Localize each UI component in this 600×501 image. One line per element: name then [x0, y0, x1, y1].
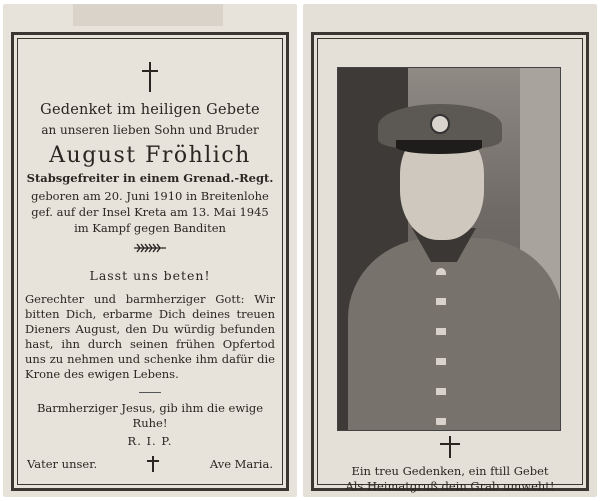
footer-prayers [25, 456, 275, 472]
cause-line: im Kampf gegen Banditen [74, 221, 226, 235]
cross-icon [439, 436, 461, 458]
footer-vater-unser: Vater unser. [27, 457, 98, 471]
prayer-title: Lasst uns beten! [89, 268, 211, 283]
prayer-text: Gerechter und barmherziger Gott: Wir bitten Dich, erbarme Dich deines treuen Dieners August, den Du würdig befunden hast, ihn durch seinen frühen Opfertod uns zu nehmen und schenke ihm dafür die Krone des ewigen Lebens. [25, 292, 275, 381]
memorial-subheading: an unseren lieben Sohn und Bruder [41, 123, 259, 137]
verse-line-1: Ein treu Gedenken, ein ftill Gebet [351, 464, 549, 478]
memorial-card-photo [303, 4, 597, 497]
verse-line-2: Als Heimatgruß dein Grab umweht! [345, 479, 555, 493]
memorial-card-text [3, 4, 297, 497]
memorial-verse [323, 464, 577, 494]
death-line: gef. auf der Insel Kreta am 13. Mai 1945 [31, 205, 269, 219]
deceased-name: August Fröhlich [49, 143, 251, 168]
laurel-branch-icon [132, 242, 168, 254]
divider [139, 392, 161, 393]
tape-strip [73, 4, 223, 26]
soldier-portrait-photo [337, 67, 561, 431]
cross-icon [147, 456, 159, 472]
card-text-content [25, 38, 275, 487]
rip-text: R. I. P. [127, 434, 173, 448]
cross-icon [141, 62, 159, 92]
closing-invocation: Barmherziger Jesus, gib ihm die ewige Ruhe! [36, 401, 264, 430]
footer-ave-maria: Ave Maria. [209, 457, 273, 471]
military-rank: Stabsgefreiter in einem Grenad.-Regt. [26, 171, 274, 185]
birth-line: geboren am 20. Juni 1910 in Breitenlohe [31, 189, 269, 203]
memorial-heading: Gedenket im heiligen Gebete [40, 102, 260, 118]
